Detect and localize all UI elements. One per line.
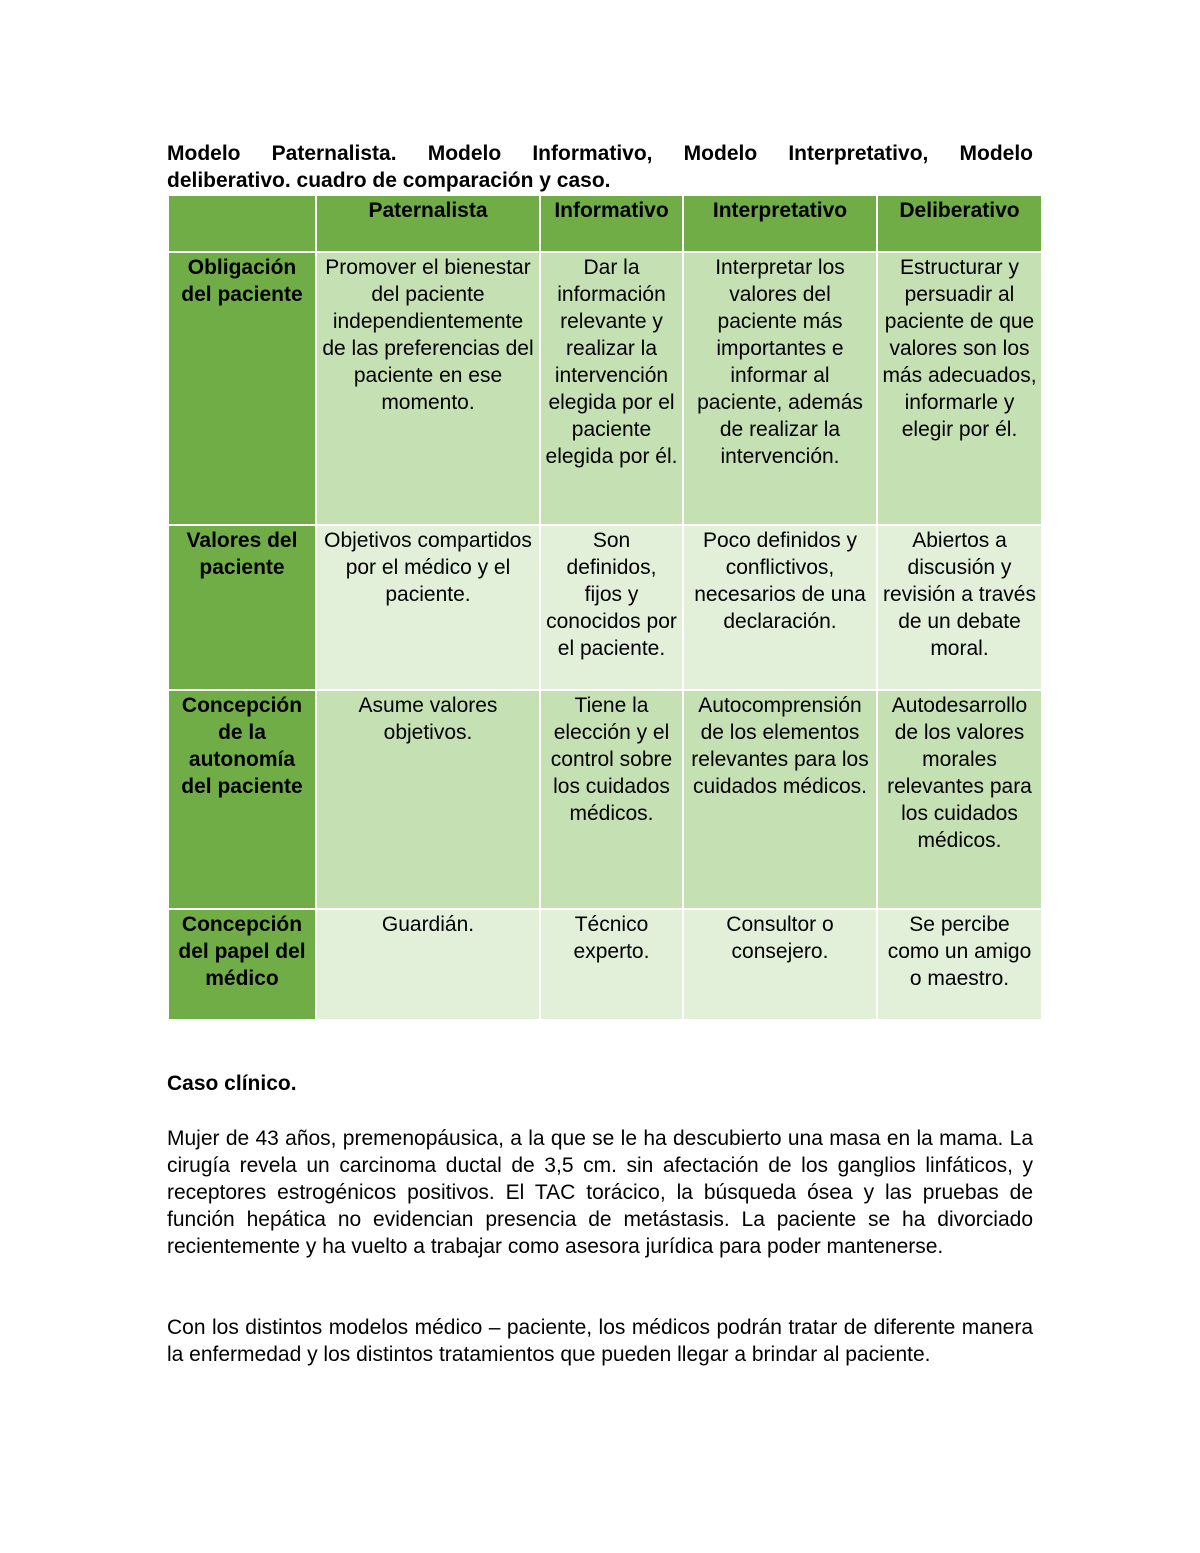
case-paragraph-2: Con los distintos modelos médico – paciente, los médicos podrán tratar de diferente manera la enfermedad y los distintos tratamientos que pueden llegar a brindar al paciente. — [167, 1316, 1033, 1366]
table-cell: Objetivos compartidos por el médico y el paciente. — [316, 525, 540, 690]
table-cell: Abiertos a discusión y revisión a través de un debate moral. — [877, 525, 1042, 690]
table-cell: Autocomprensión de los elementos relevantes para los cuidados médicos. — [683, 690, 877, 909]
header-cell-empty — [168, 195, 316, 252]
table-cell: Asume valores objetivos. — [316, 690, 540, 909]
table-cell: Autodesarrollo de los valores morales relevantes para los cuidados médicos. — [877, 690, 1042, 909]
document-title-block — [167, 140, 1033, 194]
header-cell-paternalista: Paternalista — [316, 195, 540, 252]
case-heading: Caso clínico. — [167, 1072, 297, 1095]
header-cell-informativo: Informativo — [540, 195, 683, 252]
comparison-table — [167, 194, 1043, 1021]
header-cell-interpretativo: Interpretativo — [683, 195, 877, 252]
table-row — [168, 909, 1042, 1020]
row-label: Valores del paciente — [168, 525, 316, 690]
title-line-2: deliberativo. cuadro de comparación y caso. — [167, 169, 611, 192]
table-cell: Promover el bienestar del paciente independientemente de las preferencias del paciente en ese momento. — [316, 252, 540, 525]
row-label: Concepción de la autonomía del paciente — [168, 690, 316, 909]
table-cell: Técnico experto. — [540, 909, 683, 1020]
table-cell: Poco definidos y conflictivos, necesarios de una declaración. — [683, 525, 877, 690]
table-cell: Interpretar los valores del paciente más importantes e informar al paciente, además de realizar la intervención. — [683, 252, 877, 525]
table-cell: Se percibe como un amigo o maestro. — [877, 909, 1042, 1020]
table-row — [168, 525, 1042, 690]
table-row — [168, 690, 1042, 909]
document-title — [167, 140, 1033, 194]
table-cell: Dar la información relevante y realizar la intervención elegida por el paciente elegida por él. — [540, 252, 683, 525]
table-cell: Consultor o consejero. — [683, 909, 877, 1020]
table-cell: Estructurar y persuadir al paciente de que valores son los más adecuados, informarle y elegir por él. — [877, 252, 1042, 525]
table-cell: Son definidos, fijos y conocidos por el paciente. — [540, 525, 683, 690]
table-cell: Guardián. — [316, 909, 540, 1020]
row-label: Obligación del paciente — [168, 252, 316, 525]
row-label: Concepción del papel del médico — [168, 909, 316, 1020]
table-row — [168, 252, 1042, 525]
table-cell: Tiene la elección y el control sobre los cuidados médicos. — [540, 690, 683, 909]
case-paragraph-1: Mujer de 43 años, premenopáusica, a la que se le ha descubierto una masa en la mama. La cirugía revela un carcinoma ductal de 3,5 cm. sin afectación de los ganglios linfáticos, y receptores estrogénicos positivos. El TAC torácico, la búsqueda ósea y las pruebas de función hepática no evidencian presencia de metástasis. La paciente se ha divorciado recientemente y ha vuelto a trabajar como asesora jurídica para poder mantenerse. — [167, 1127, 1033, 1258]
header-cell-deliberativo: Deliberativo — [877, 195, 1042, 252]
title-line-1: Modelo Paternalista. Modelo Informativo, Modelo Interpretativo, Modelo — [167, 142, 1033, 165]
table-header-row — [168, 195, 1042, 252]
